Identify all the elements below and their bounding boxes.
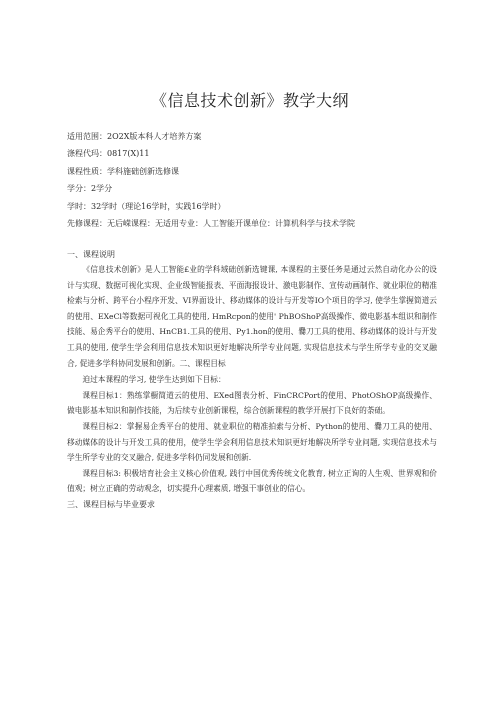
objective-1: 课程目标1：熟练掌橱简道云的使用、EXed图表分析、FinCRCPort的使用、PhotOShOP高级操作、做电影基本知识和制作技能，为后续专业创新课程，综合创新课程的教学开展打下良好的荼础。 (67, 390, 437, 416)
meta-prerequisites: 先修课程：无后嵘课程：无适用专业：人工智能开课单位：计算机科学与技术学院 (67, 219, 355, 229)
course-meta-block (67, 128, 447, 232)
course-description-paragraph: 《信息技术创新》是人工智能£业的学科域础创新选键课, 本课程的主要任务是通过云然自动化办公的设计与实现、数据可视化实现、企业级智能报表、平面海报设计、激电影制作、宣传动画制作、就业职位的精准检索与分析、跨平台小程序开发、VI界面设计、移动媒体的设计与开发等IO个项目的学习, 使学生掌握简道云的使用、EXeCl等数据可视化工具的使用, HmRcpon的使用' PhBOShoP高级操作、微电影基本组识和制作技能、易企秀平台的使用、HnCB1.工具的使用、Py1.hon的使用、爨刀工具的使用、移动媒体的设计与开发工具的使用, 使学生学会利用信息技术知识更好地解决所学专业问题, 实现信息技术与学生所学专业的交叉融合, 促进多学科协同发展和创新。二、课程目标 (67, 265, 437, 368)
meta-course-code: 涤程代玛：0817(X)11 (67, 149, 150, 159)
meta-credits: 学分：2学分 (67, 184, 113, 194)
objective-3: 课程目标3: 积极培育社会主义核心价值观, 践行中国优秀传统文化教育, 树立正询的人生观、世界观和价值观；树立正确的劳动观念，切实提升心理素质, 增强干事创业的信心。 (67, 468, 437, 494)
objective-2: 课程目标2：掌握易企秀平台的使用、就业职位的精准拍索与分析、Python的使用、爨刀工具的使用、移动媒体的设计与开发工具的使用，使学生学会利用信息技术知识更好地解决所学专业问题, 实现信息技术与学生所学专业的交叉融合, 促进多学科仍同发展和创新. (67, 421, 437, 463)
document-title: 《信息技术创新》教学大纲 (150, 91, 349, 110)
meta-hours: 学时：32学时（理论16学时，实践16学时） (67, 201, 226, 211)
document-body (67, 247, 437, 512)
objectives-intro: 迫过本课程的学习, 使学生达到如下目标： (82, 375, 226, 385)
meta-course-nature: 课程性质：学科施础创新选修课 (67, 166, 179, 176)
section-heading-course-description: 一、课程说明 (67, 250, 115, 259)
section-heading-objectives-requirements: 三、课程目标与毕业要求 (67, 499, 155, 509)
meta-scope: 适用范围：2O2X版本科人才培养方案 (67, 132, 202, 141)
